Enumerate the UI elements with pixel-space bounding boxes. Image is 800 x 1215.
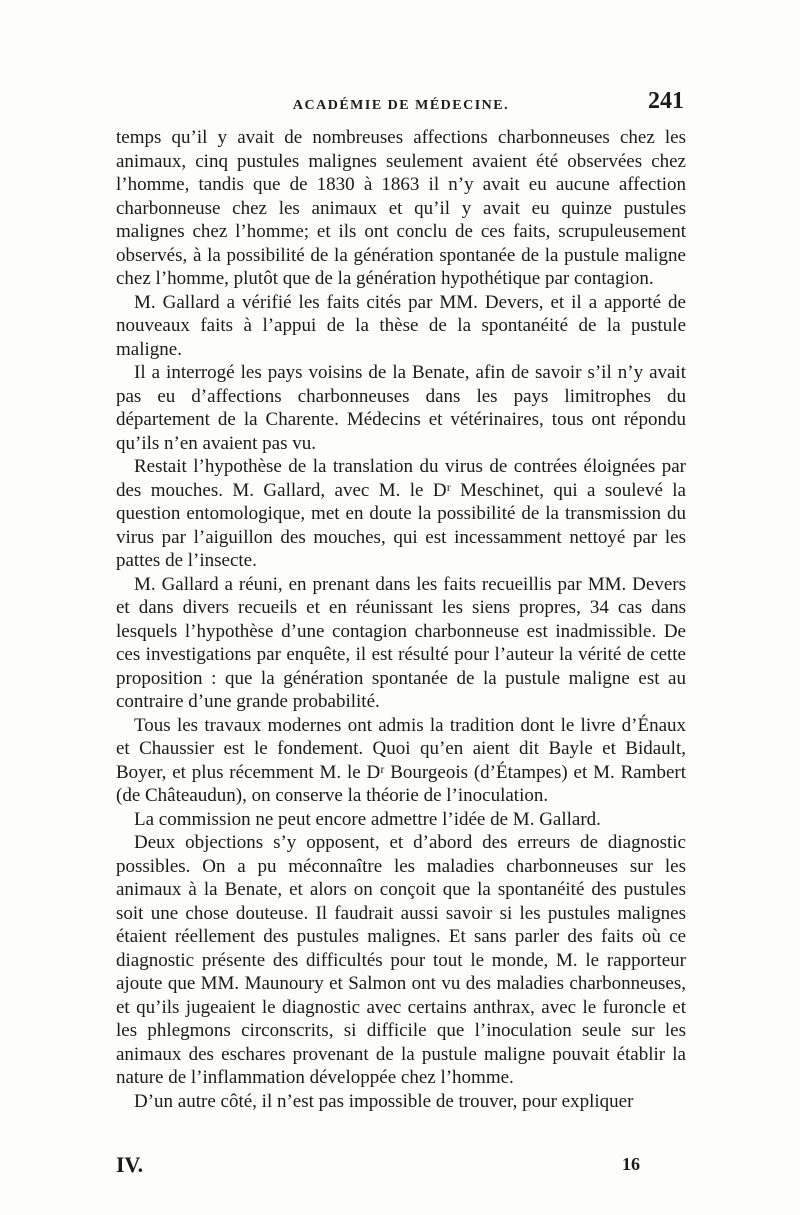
paragraph: Il a interrogé les pays voisins de la Benate, afin de savoir s’il n’y avait pas eu d’affections charbonneuses dans les pays limitrophes du département de la Charente. Médecins et vétérinaires, tous ont répondu qu’ils n’en avaient pas vu. xyxy=(116,362,686,454)
page-number: 241 xyxy=(648,88,684,114)
paragraph: M. Gallard a réuni, en prenant dans les faits recueillis par MM. Devers et dans divers recueils et en réunissant les siens propres, 34 cas dans lesquels l’hypothèse d’une contagion charbonneuse est inadmissible. De ces investigations par enquête, il est résulté pour l’auteur la vérité de cette proposition : que la génération spontanée de la pustule maligne est au contraire d’une grande probabilité. xyxy=(116,573,686,712)
signature-mark-sheet: 16 xyxy=(622,1154,640,1174)
page-footer xyxy=(116,1152,686,1182)
body-text xyxy=(116,126,686,1113)
running-title: ACADÉMIE DE MÉDECINE. xyxy=(292,98,510,113)
paragraph: Restait l’hypothèse de la translation du virus de contrées éloignées par des mouches. M. Gallard, avec M. le Dʳ Meschinet, qui a soulevé la question entomologique, met en doute la possibilité de la transmission du virus par l’aiguillon des mouches, qui est incessamment nettoyé par les pattes de l’insecte. xyxy=(116,456,686,571)
paragraph: D’un autre côté, il n’est pas impossible de trouver, pour expliquer xyxy=(134,1090,634,1112)
paragraph: M. Gallard a vérifié les faits cités par MM. Devers, et il a apporté de nouveaux faits à l’appui de la thèse de la spontanéité de la pustule maligne. xyxy=(116,291,686,360)
running-head xyxy=(116,88,686,122)
signature-mark-volume: IV. xyxy=(116,1152,144,1177)
paragraph: La commission ne peut encore admettre l’idée de M. Gallard. xyxy=(134,808,601,830)
paragraph: Tous les travaux modernes ont admis la tradition dont le livre d’Énaux et Chaussier est le fondement. Quoi qu’en aient dit Bayle et Bidault, Boyer, et plus récemment M. le Dʳ Bourgeois (d’Étampes) et M. Rambert (de Châteaudun), on conserve la théorie de l’inoculation. xyxy=(116,714,686,806)
paragraph-continuation: temps qu’il y avait de nombreuses affections charbonneuses chez les animaux, cinq pustules malignes seulement avaient été observées chez l’homme, tandis que de 1830 à 1863 il n’y avait eu aucune affection charbonneuse chez les animaux et qu’il y avait eu quinze pustules malignes chez l’homme; et ils ont conclu de ces faits, scrupuleusement observés, à la possibilité de la génération spontanée de la pustule maligne chez l’homme, plutôt que de la génération hypothétique par contagion. xyxy=(116,127,686,289)
paragraph: Deux objections s’y opposent, et d’abord des erreurs de diagnostic possibles. On a pu méconnaître les maladies charbonneuses sur les animaux à la Benate, et alors on conçoit que la spontanéité des pustules soit une chose douteuse. Il faudrait aussi savoir si les pustules malignes étaient réellement des pustules malignes. Et sans parler des faits où ce diagnostic présente des difficultés pour tout le monde, M. le rapporteur ajoute que MM. Maunoury et Salmon ont vu des maladies charbonneuses, et qu’ils jugeaient le diagnostic avec certains anthrax, avec le furoncle et les phlegmons circonscrits, si difficile que l’inoculation seule sur les animaux des eschares provenant de la pustule maligne pouvait établir la nature de l’inflammation développée chez l’homme. xyxy=(116,832,686,1088)
